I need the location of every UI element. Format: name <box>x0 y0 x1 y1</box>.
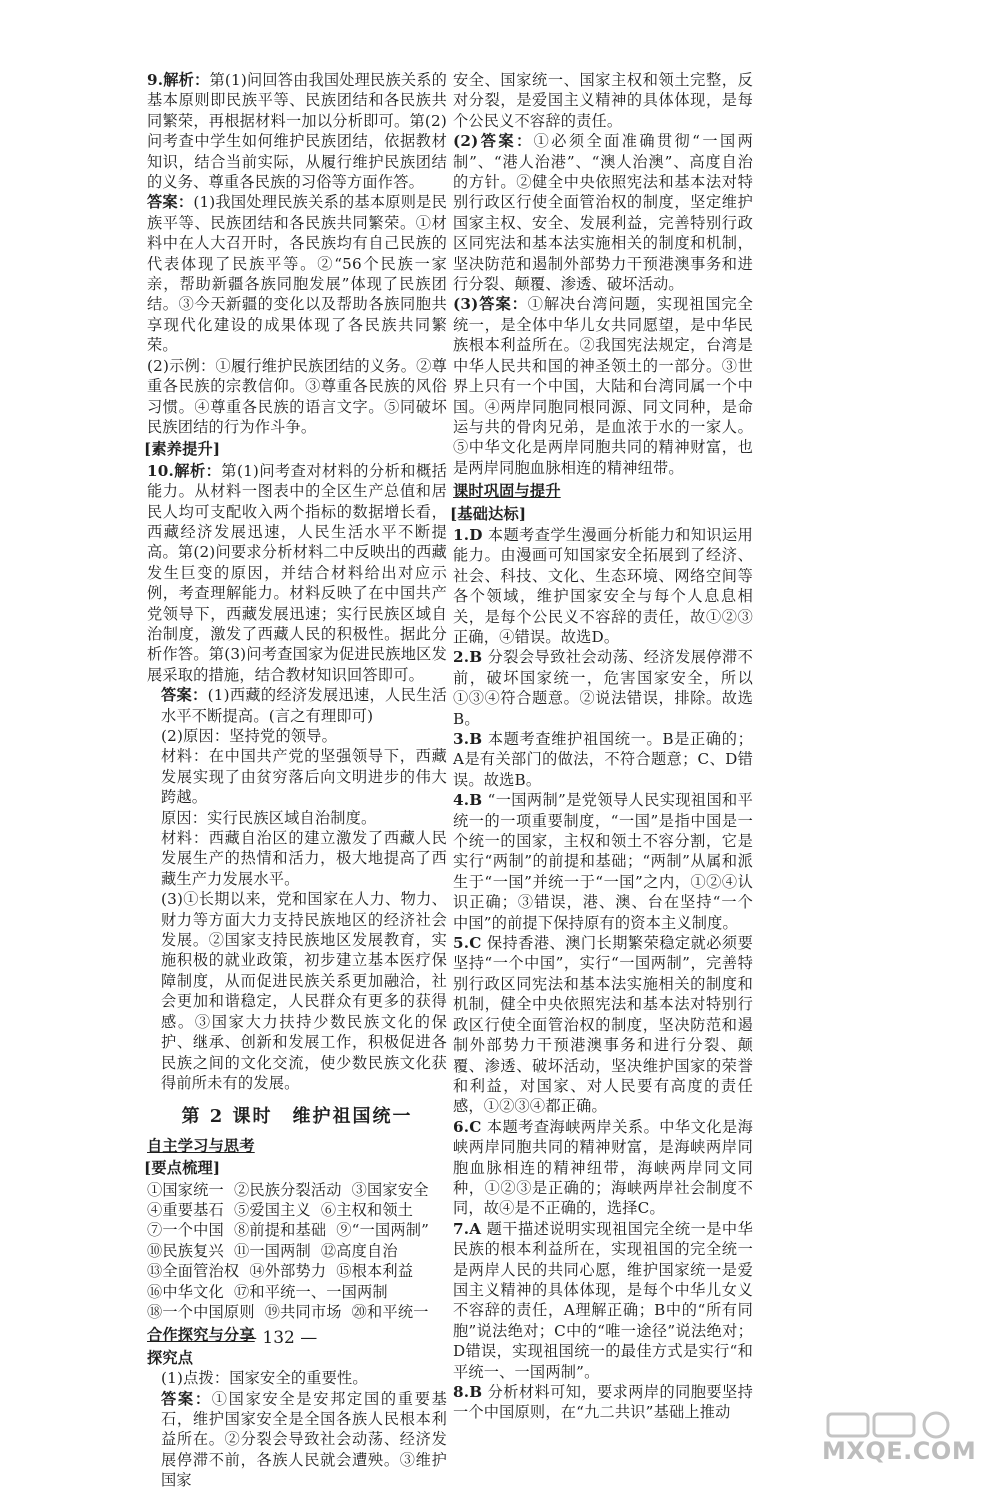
q9-answer-1-text: (1)我国处理民族关系的基本原则是民族平等、民族团结和各民族共同繁荣。①材料中在人大召开时，各民族均有自己民族的代表体现了民族平等。②“56个民族一家亲，帮助新疆各族同胞发展”体现了民族团结。③今天新疆的变化以及帮助各族同胞共享现代化建设的成果体现了各民族共同繁荣。 <box>147 193 447 355</box>
q10-explain-label: 10.解析： <box>147 461 222 480</box>
key-points <box>147 1180 447 1323</box>
answer-2-text: 分裂会导致社会动荡、经济发展停滞不前，破坏国家统一，危害国家安全，所以①③④符合题意。②说法错误，排除。故选B。 <box>453 648 754 728</box>
section-hezuo: 合作探究与分享 <box>147 1326 255 1345</box>
key-point: ②民族分裂活动 <box>233 1180 342 1199</box>
key-point: ⑳和平统一 <box>351 1302 429 1321</box>
key-point: ⑩民族复兴 <box>147 1241 224 1260</box>
right-column <box>450 70 754 1423</box>
answer-4-text: “一国两制”是党领导人民实现祖国和平统一的一项重要制度，“一国”是指中国是一个统一的国家，主权和领土不容分割，它是实行“两制”的前提和基础；“两制”从属和派生于“一国”并统一于“一国”之内，①②④认识正确；③错误，港、澳、台在坚持“一个中国”的前提下保持原有的资本主义制度。 <box>453 791 753 932</box>
tag-yaodian: [要点梳理] <box>144 1159 221 1178</box>
answer-1-label: 1.D <box>453 525 483 544</box>
answer-3 <box>453 729 753 790</box>
part3-label: (3)答案： <box>453 295 528 314</box>
tag-jichu: [基础达标] <box>450 504 527 523</box>
q10-answer-1 <box>147 685 447 726</box>
q9-explain-label: 9.解析： <box>147 71 210 89</box>
part2-label: (2)答案： <box>453 132 534 151</box>
key-point: ④重要基石 <box>147 1200 224 1219</box>
key-point: ①国家统一 <box>147 1180 224 1199</box>
answer-1-text: 本题考查学生漫画分析能力和知识运用能力。由漫画可知国家安全拓展到了经济、社会、科技、文化、生态环境、网络空间等各个领域，维护国家安全与每个人息息相关，是每个公民义不容辞的责任，故①②③正确，④错误。故选D。 <box>453 525 753 646</box>
key-point: ⑱一个中国原则 <box>147 1302 255 1321</box>
answer-7-label: 7.A <box>453 1219 482 1238</box>
answer-5-label: 5.C <box>453 934 482 953</box>
explore-answer-label: 答案： <box>161 1389 212 1408</box>
watermark-text: MXQE.COM <box>822 1437 977 1465</box>
key-point: ⑮根本利益 <box>336 1262 414 1281</box>
q10-answer-label: 答案： <box>161 686 208 705</box>
answer-8-label: 8.B <box>453 1383 483 1401</box>
q9-answer-label: 答案： <box>147 193 194 212</box>
answer-4 <box>453 790 753 933</box>
part2-answer <box>453 131 753 294</box>
answer-7 <box>453 1219 753 1382</box>
explore-head: 探究点 <box>147 1348 194 1367</box>
answer-2-label: 2.B <box>453 648 483 667</box>
answer-8-text: 分析材料可知，要求两岸的同胞要坚持一个中国原则，在“九二共识”基础上推动 <box>453 1383 754 1422</box>
q10-answer-2a: (2)原因：坚持党的领导。 <box>161 727 337 745</box>
answer-2 <box>453 647 753 729</box>
q10-answer-1-text: (1)西藏的经济发展迅速，人民生活水平不断提高。(言之有理即可) <box>161 686 447 725</box>
answer-5-text: 保持香港、澳门长期繁荣稳定就必须要坚持“一个中国”，实行“一国两制”，完善特别行政区同宪法和基本法实施相关的制度和机制，健全中央依照宪法和基本法对特别行政区行使全面管治权的制度，坚决防范和遏制外部势力干预港澳事务和进行分裂、颠覆、渗透、破坏活动，坚决维护国家的荣誉和利益，对国家、对人民要有高度的责任感，①②③④都正确。 <box>453 934 753 1116</box>
q10-explanation <box>147 461 447 685</box>
key-point: ⑯中华文化 <box>147 1282 224 1301</box>
key-point: ⑲共同市场 <box>264 1302 342 1321</box>
answer-1 <box>453 525 753 647</box>
watermark <box>790 1410 990 1465</box>
section-zizhu: 自主学习与思考 <box>147 1136 255 1155</box>
part3-text: ①解决台湾问题，实现祖国完全统一，是全体中华儿女共同愿望，是中华民族根本利益所在。②我国宪法规定，台湾是中华人民共和国的神圣领土的一部分。③世界上只有一个中国，大陆和台湾同属一个中国。④两岸同胞同根同源、同文同种，是命运与共的骨肉兄弟，是血浓于水的一家人。⑤中华文化是两岸同胞共同的精神财富，也是两岸同胞血脉相连的精神纽带。 <box>453 295 753 477</box>
q9-answer-1 <box>147 192 447 355</box>
answer-6 <box>453 1117 753 1219</box>
key-point: ⑧前提和基础 <box>233 1221 327 1240</box>
lesson-title: 第 2 课时 维护祖国统一 <box>181 1106 413 1128</box>
key-point: ⑫高度自治 <box>320 1241 398 1260</box>
q10-answer-3: (3)①长期以来，党和国家在人力、物力、财力等方面大力支持民族地区的经济社会发展。②国家支持民族地区发展教育，实施积极的就业政策，初步建立基本医疗保障制度，从而促进民族关系更加融洽，社会更加和谐稳定，人民群众有更多的获得感。③国家大力扶持少数民族文化的保护、继承、创新和发展工作，积极促进各民族之间的文化交流，使少数民族文化获得前所未有的发展。 <box>161 890 447 1092</box>
q9-explain-text: 第(1)问回答由我国处理民族关系的基本原则即民族平等、民族团结和各民族共同繁荣，再根据材料一加以分析即可。第(2)问考查中学生如何维护民族团结，依据教材知识，结合当前实际，从履行维护民族团结的义务、尊重各民族的习俗等方面作答。 <box>147 71 447 192</box>
answer-4-label: 4.B <box>453 791 483 810</box>
key-point: ⑬全面管治权 <box>147 1262 240 1281</box>
page-number: — 132 — <box>240 1328 318 1348</box>
answer-7-text: 题干描述说明实现祖国完全统一是中华民族的根本利益所在，实现祖国的完全统一是两岸人民的共同心愿，维护国家统一是爱国主义精神的具体体现，是每个中华儿女义不容辞的责任，A理解正确；B中的“所有同胞”说法绝对；C中的“唯一途径”说法绝对；D错误，实现祖国统一的最佳方式是实行“和平统一、一国两制”。 <box>453 1219 754 1381</box>
answer-5 <box>453 933 753 1117</box>
key-point: ⑰和平统一、一国两制 <box>233 1282 388 1301</box>
q10-answer-2b: 材料：在中国共产党的坚强领导下，西藏发展实现了由贫穷落后向文明进步的伟大跨越。 <box>161 747 447 807</box>
q9-answer-2: (2)示例：①履行维护民族团结的义务。②尊重各民族的宗教信仰。③尊重各民族的风俗习惯。④尊重各民族的语言文字。⑤同破坏民族团结的行为作斗争。 <box>147 356 447 436</box>
answer-6-label: 6.C <box>453 1117 482 1136</box>
q10-answer-2d: 材料：西藏自治区的建立激发了西藏人民发展生产的热情和活力，极大地提高了西藏生产力发展水平。 <box>161 829 447 888</box>
continued-answer: 安全、国家统一、国家主权和领土完整，反对分裂，是爱国主义精神的具体体现，是每个公民义不容辞的责任。 <box>453 71 753 130</box>
explore-answer-text: ①国家安全是安邦定国的重要基石，维护国家安全是全国各族人民根本利益所在。②分裂会导致社会动荡、经济发展停滞不前，各族人民就会遭殃。③维护国家 <box>161 1389 447 1490</box>
left-column <box>144 70 447 1491</box>
part2-text: ①必须全面准确贯彻“一国两制”、“港人治港”、“澳人治澳”、高度自治的方针。②健全中央依照宪法和基本法对特别行政区行使全面管治权的制度，坚定维护国家主权、安全、发展利益，完善特别行政区同宪法和基本法实施相关的制度和机制，坚决防范和遏制外部势力干预港澳事务和进行分裂、颠覆、渗透、破坏活动。 <box>453 132 753 294</box>
key-point: ③国家安全 <box>351 1180 429 1199</box>
key-point: ⑦一个中国 <box>147 1221 224 1240</box>
explore-answer <box>147 1389 447 1491</box>
explore-point-1: (1)点拨：国家安全的重要性。 <box>161 1369 368 1388</box>
key-point: ⑤爱国主义 <box>233 1200 311 1219</box>
key-point: ⑪一国两制 <box>233 1241 311 1260</box>
part3-answer <box>453 294 753 478</box>
watermark-logo-icon <box>790 1410 990 1440</box>
q9-explanation <box>147 70 447 192</box>
key-point: ⑥主权和领土 <box>320 1200 414 1219</box>
answer-6-text: 本题考查海峡两岸关系。中华文化是海峡两岸同胞共同的精神财富，是海峡两岸同胞血脉相连的精神纽带，海峡两岸同文同种，①②③是正确的；海峡两岸社会制度不同，故④是不正确的，选择C。 <box>453 1117 753 1218</box>
key-point: ⑨“一国两制” <box>336 1221 430 1240</box>
key-point: ⑭外部势力 <box>249 1262 327 1281</box>
q10-answer-2c: 原因：实行民族区域自治制度。 <box>161 808 377 827</box>
tag-suyang: [素养提升] <box>144 440 221 459</box>
q10-explain-text: 第(1)问考查对材料的分析和概括能力。从材料一图表中的全区生产总值和居民人均可支配收入两个指标的数据增长看，西藏经济发展迅速，人民生活水平不断提高。第(2)问要求分析材料二中反映出的西藏发生巨变的原因，并结合材料给出对应示例，考查理解能力。材料反映了在中国共产党领导下，西藏发展迅速；实行民族区域自治制度，激发了西藏人民的积极性。据此分析作答。第(3)问考查国家为促进民族地区发展采取的措施，结合教材知识回答即可。 <box>147 461 447 684</box>
answer-3-label: 3.B <box>453 730 483 748</box>
section-keshi: 课时巩固与提升 <box>453 482 561 501</box>
answer-3-text: 本题考查维护祖国统一。B是正确的；A是有关部门的做法，不符合题意；C、D错误。故选B。 <box>453 730 754 789</box>
answer-8 <box>453 1382 753 1423</box>
